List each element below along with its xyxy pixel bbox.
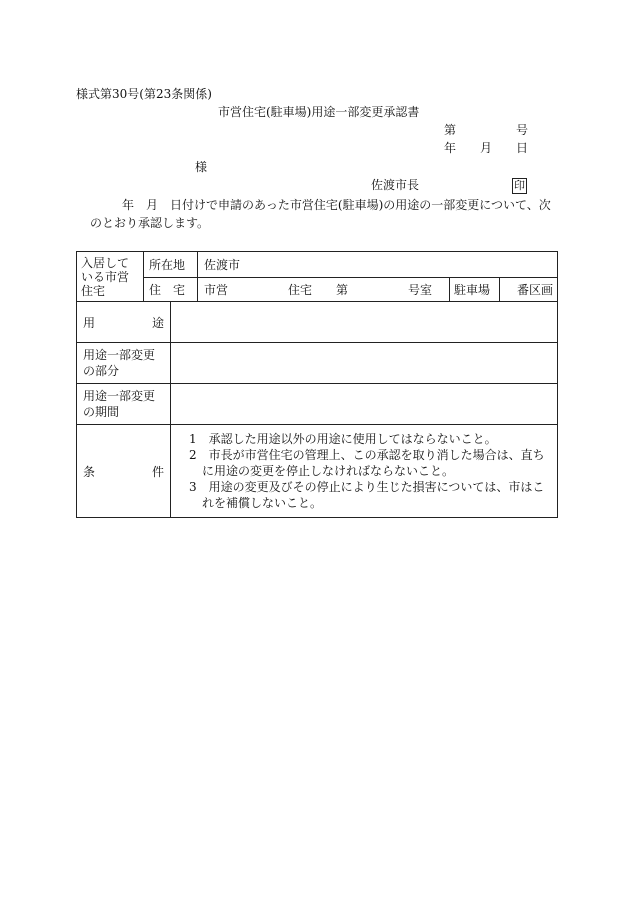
residence-label: 入居している市営住宅 bbox=[77, 252, 144, 302]
conditions-label bbox=[77, 425, 171, 518]
location-value: 佐渡市 bbox=[198, 252, 558, 278]
form-number: 様式第30号(第23条関係) bbox=[76, 87, 212, 101]
condition-item: 2 市長が市営住宅の管理上、この承認を取り消した場合は、直ちに用途の変更を停止しなければならないこと。 bbox=[189, 448, 545, 478]
housing-value: 市営 住宅 第 号室 bbox=[198, 278, 450, 302]
document-number: 第 号 bbox=[444, 123, 529, 137]
parking-value: 番区画 bbox=[500, 278, 558, 302]
change-period-label: 用途一部変更の期間 bbox=[77, 384, 171, 425]
issue-date: 年 月 日 bbox=[444, 141, 529, 155]
parking-label: 駐車場 bbox=[450, 278, 500, 302]
body-text-line-1: 年 月 日付けで申請のあった市営住宅(駐車場)の用途の一部変更について、次 bbox=[122, 198, 551, 212]
conditions-label-a: 条 bbox=[83, 464, 96, 479]
document-title: 市営住宅(駐車場)用途一部変更承認書 bbox=[218, 105, 420, 119]
use-label-b: 途 bbox=[151, 315, 164, 330]
changed-part-value bbox=[171, 343, 558, 384]
housing-label: 住 宅 bbox=[144, 278, 198, 302]
official-seal-mark: 印 bbox=[514, 179, 525, 192]
use-label bbox=[77, 302, 171, 343]
changed-part-label: 用途一部変更の部分 bbox=[77, 343, 171, 384]
use-label-a: 用 bbox=[83, 315, 96, 330]
approval-details-table bbox=[76, 251, 558, 518]
location-label: 所在地 bbox=[144, 252, 198, 278]
conditions-label-b: 件 bbox=[151, 464, 164, 479]
issuer-name: 佐渡市長 bbox=[371, 178, 420, 192]
conditions-list bbox=[171, 425, 558, 518]
use-value bbox=[171, 302, 558, 343]
body-text-line-2: のとおり承認します。 bbox=[90, 216, 210, 230]
addressee-honorific: 様 bbox=[195, 160, 208, 174]
condition-item: 3 用途の変更及びその停止により生じた損害については、市はこれを補償しないこと。 bbox=[189, 480, 545, 510]
condition-item: 1 承認した用途以外の用途に使用してはならないこと。 bbox=[189, 432, 497, 446]
change-period-value bbox=[171, 384, 558, 425]
